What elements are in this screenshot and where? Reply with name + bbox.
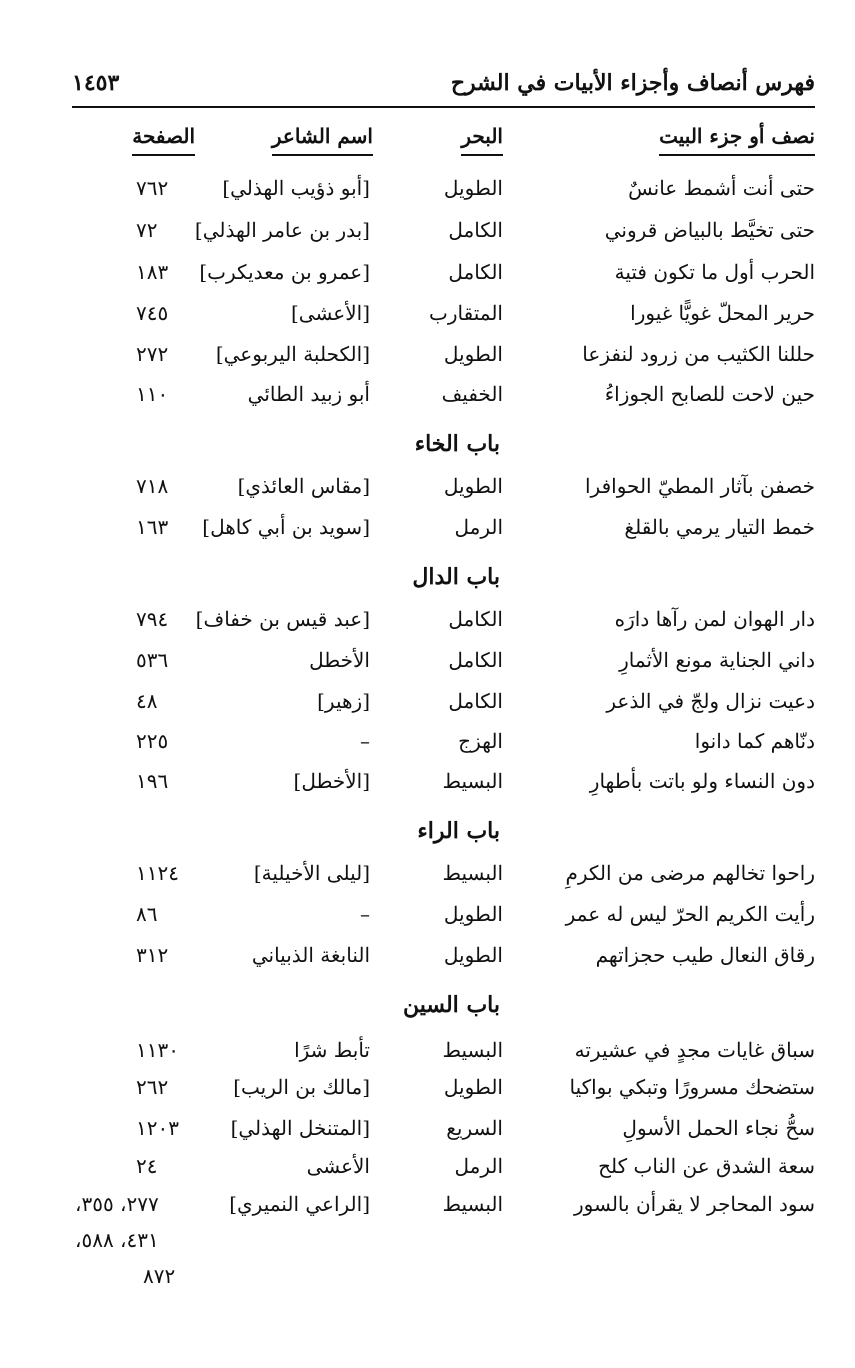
page-cell: ٢٧٧، ٣٥٥، [75,1192,159,1216]
verse-cell: حتى أنت أشمط عانسٌ [628,176,815,200]
index-row [60,640,815,680]
meter-cell: الرمل [454,1154,503,1178]
meter-cell: الهزج [458,729,503,753]
index-row [60,761,815,801]
verse-cell: حللنا الكثيب من زرود لنفزعا [582,342,815,366]
meter-cell: الرمل [454,515,503,539]
poet-cell: النابغة الذبياني [251,943,370,967]
page-cell: ١١٠ [136,382,169,406]
column-header-verse: نصف أو جزء البيت [659,122,815,156]
poet-cell: [مالك بن الريب] [233,1075,370,1099]
meter-cell: السريع [446,1116,503,1140]
page-cell: ٣١٢ [136,943,169,967]
poet-cell: [المتنخل الهذلي] [230,1116,370,1140]
column-header-page: الصفحة [132,122,195,156]
page-cell: ٧٢ [136,218,158,242]
index-row [60,507,815,547]
index-row [60,599,815,639]
page-cell: ١١٣٠ [136,1038,179,1062]
verse-cell: حرير المحلّ غويًّا غيورا [630,301,815,325]
verse-cell: سود المحاجر لا يقرأن بالسور [574,1192,815,1216]
verse-cell: دون النساء ولو باتت بأطهارِ [589,769,815,793]
poet-cell: [الأعشى] [290,301,370,325]
poet-cell: [الكحلبة اليربوعي] [215,342,370,366]
section-heading: باب السين [402,992,500,1018]
page-cell: ٥٣٦ [136,648,169,672]
page-cell: ١١٢٤ [136,861,179,885]
meter-cell: البسيط [442,861,503,885]
meter-cell: البسيط [442,769,503,793]
index-row [60,935,815,975]
index-row [60,721,815,761]
running-title: فهرس أنصاف وأجزاء الأبيات في الشرح [450,70,815,96]
page-cell: ١٦٣ [136,515,169,539]
poet-cell: تأبط شرًا [294,1038,370,1062]
verse-cell: دنّاهم كما دانوا [694,729,815,753]
page-cell: ١٩٦ [136,769,169,793]
verse-cell: رأيت الكريم الحرّ ليس له عمر [565,902,815,926]
poet-cell: [أبو ذؤيب الهذلي] [222,176,370,200]
poet-cell: [ليلى الأخيلية] [253,861,370,885]
poet-cell: [بدر بن عامر الهذلي] [194,218,370,242]
index-row [60,1108,815,1148]
meter-cell: الطويل [443,342,503,366]
meter-cell: الطويل [443,474,503,498]
page-cell: ٧٩٤ [136,607,169,631]
meter-cell: الكامل [448,648,503,672]
index-row [60,293,815,333]
index-row [60,466,815,506]
page-cell: ٢٧٢ [136,342,169,366]
verse-cell: سحُّ نجاء الحمل الأسولِ [622,1116,815,1140]
meter-cell: المتقارب [429,301,503,325]
page-cell: ٧٦٢ [136,176,169,200]
meter-cell: الطويل [443,1075,503,1099]
index-row [60,334,815,374]
column-header-meter: البحر [461,122,503,156]
index-row [60,210,815,250]
verse-cell: داني الجناية مونع الأثمارِ [619,648,815,672]
index-row [60,168,815,208]
meter-cell: البسيط [442,1038,503,1062]
verse-cell: خمط التيار يرمي بالقلغ [624,515,815,539]
poet-cell: الأخطل [309,648,370,672]
verse-cell: حتى تخيَّط بالبياض قروني [604,218,815,242]
verse-cell: رقاق النعال طيب حجزاتهم [595,943,815,967]
poet-cell: [سويد بن أبي كاهل] [202,515,370,539]
meter-cell: الكامل [448,689,503,713]
verse-cell: دعيت نزال ولجّ في الذعر [606,689,815,713]
index-row [60,374,815,414]
section-heading: باب الخاء [414,431,500,457]
page-cell: ٨٦ [136,902,158,926]
page-cell: ٤٨ [136,689,158,713]
poet-cell: أبو زبيد الطائي [247,382,370,406]
verse-cell: خصفن بآثار المطيّ الحوافرا [585,474,815,498]
page-cell: ٢٦٢ [136,1075,169,1099]
verse-cell: ستضحك مسرورًا وتبكي بواكيا [569,1075,815,1099]
verse-cell: راحوا تخالهم مرضى من الكرمِ [565,861,815,885]
page-number: ١٤٥٣ [72,70,120,96]
poet-cell: الأعشى [306,1154,370,1178]
page-continuation: ٨٧٢ [143,1264,176,1288]
verse-cell: حين لاحت للصابح الجوزاءُ [604,382,815,406]
section-heading: باب الدال [412,564,500,590]
poet-cell: [مقاس العائذي] [237,474,370,498]
verse-cell: سباق غايات مجدٍ في عشيرته [574,1038,815,1062]
page-cell: ١٨٣ [136,260,169,284]
index-row [60,1146,815,1186]
section-heading: باب الراء [417,818,500,844]
meter-cell: الكامل [448,260,503,284]
meter-cell: الطويل [443,902,503,926]
page-header [72,70,815,108]
column-header-poet: اسم الشاعر [272,122,373,156]
meter-cell: البسيط [442,1192,503,1216]
page-cell: ٧١٨ [136,474,169,498]
index-row [60,1067,815,1107]
poet-cell: [عبد قيس بن خفاف] [195,607,370,631]
index-row [60,252,815,292]
poet-cell: [الأخطل] [293,769,370,793]
index-row [60,1030,815,1070]
meter-cell: الكامل [448,607,503,631]
page-cell: ٧٤٥ [136,301,169,325]
meter-cell: الطويل [443,176,503,200]
page-cell: ٢٢٥ [136,729,169,753]
poet-cell: – [360,902,370,926]
poet-cell: [عمرو بن معديكرب] [199,260,370,284]
meter-cell: الطويل [443,943,503,967]
index-row [60,853,815,893]
poet-cell: – [360,729,370,753]
index-row [60,894,815,934]
poet-cell: [زهير] [317,689,370,713]
meter-cell: الخفيف [441,382,503,406]
page-continuation: ٤٣١، ٥٨٨، [75,1228,159,1252]
index-row [60,681,815,721]
page-cell: ٢٤ [136,1154,158,1178]
verse-cell: سعة الشدق عن الناب كلح [598,1154,815,1178]
poet-cell: [الراعي النميري] [229,1192,370,1216]
index-row [60,1184,815,1224]
page-cell: ١٢٠٣ [136,1116,179,1140]
verse-cell: الحرب أول ما تكون فتية [614,260,815,284]
verse-cell: دار الهوان لمن رآها دارَه [614,607,815,631]
meter-cell: الكامل [448,218,503,242]
